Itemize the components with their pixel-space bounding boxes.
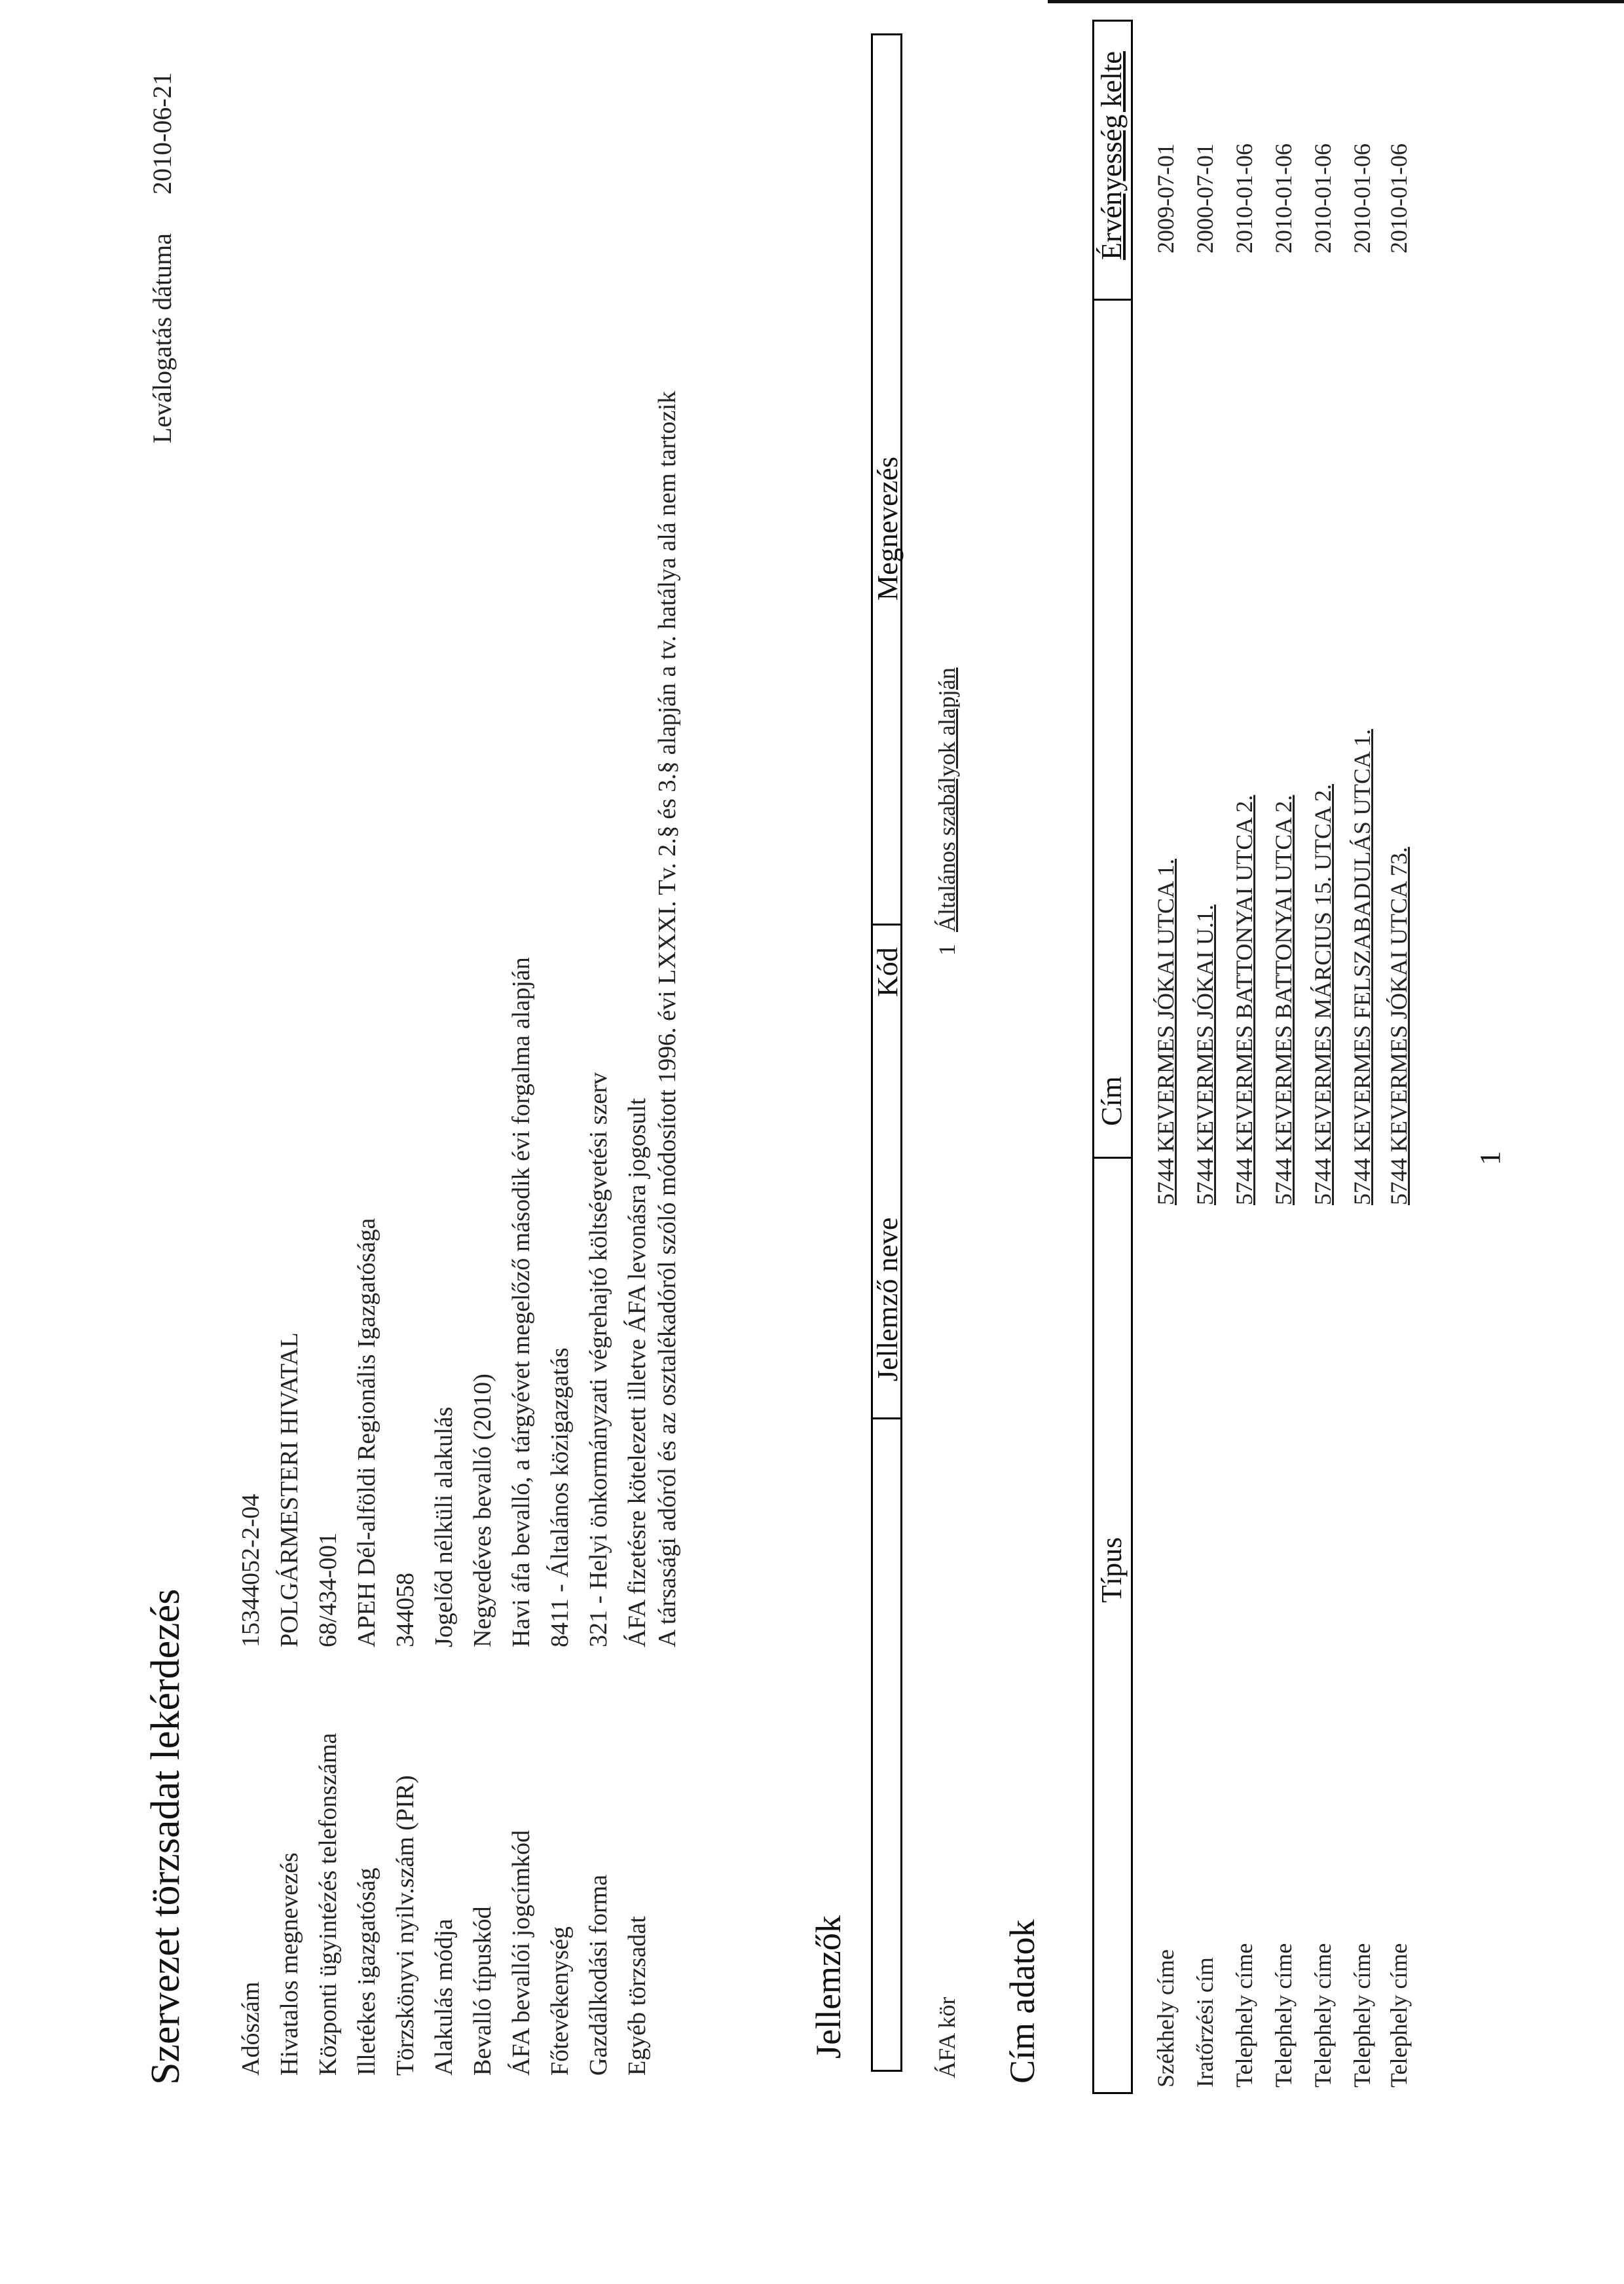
- address-type: Telephely címe: [1349, 1943, 1375, 2087]
- field-value: Negyedéves bevalló (2010): [469, 1374, 496, 1647]
- page-number: 1: [1474, 1151, 1506, 1165]
- address-text: 5744 KEVERMES FELSZABADULÁS UTCA 1.: [1349, 728, 1375, 1205]
- field-value: A társasági adóról és az osztalékadóról szóló módosított 1996. évi LXXXI. Tv. 2.§ és 3.§ alapján a tv. hatálya alá nem tartozik: [654, 390, 681, 1647]
- address-text: 5744 KEVERMES BATTONYAI UTCA 2.: [1231, 795, 1257, 1205]
- address-type: Telephely címe: [1231, 1943, 1257, 2087]
- field-value: 344058: [392, 1573, 419, 1647]
- field-value: POLGÁRMESTERI HIVATAL: [276, 1332, 303, 1647]
- address-date: 2009-07-01: [1153, 143, 1179, 253]
- jellemzo-desc: Általános szabályok alapján: [934, 667, 960, 932]
- address-type: Telephely címe: [1386, 1943, 1412, 2087]
- field-value: Havi áfa bevalló, a tárgyévet megelőző második évi forgalma alapján: [507, 957, 535, 1647]
- cim-header: Cím: [1096, 1076, 1128, 1126]
- field-value: 15344052-2-04: [237, 1493, 265, 1647]
- jellemzok-heading: Jellemzők: [809, 1915, 848, 2059]
- date-label: Leválogatás dátuma: [147, 233, 177, 443]
- address-date: 2010-01-06: [1270, 143, 1297, 253]
- column-divider: [871, 924, 902, 926]
- address-text: 5744 KEVERMES BATTONYAI UTCA 2.: [1270, 795, 1297, 1205]
- tipus-header: Típus: [1096, 1537, 1128, 1603]
- address-text: 5744 KEVERMES MÁRCIUS 15. UTCA 2.: [1310, 783, 1336, 1205]
- jellemzo-name-header: Jellemző neve: [872, 1217, 904, 1381]
- address-date: 2010-01-06: [1231, 143, 1257, 253]
- address-date: 2010-01-06: [1310, 143, 1336, 253]
- field-label: Hivatalos megnevezés: [276, 1852, 303, 2076]
- field-label: Bevalló típuskód: [469, 1906, 496, 2076]
- address-text: 5744 KEVERMES JÓKAI UTCA 73.: [1386, 846, 1412, 1205]
- page-title: Szervezet törzsadat lekérdezés: [143, 1588, 188, 2085]
- address-type: Telephely címe: [1310, 1943, 1336, 2087]
- field-value: ÁFA fizetésre kötelezett illetve ÁFA levonásra jogosult: [623, 1098, 651, 1647]
- field-label: Egyéb törzsadat: [623, 1916, 651, 2076]
- field-label: Alakulás módja: [430, 1919, 458, 2076]
- column-divider: [1092, 299, 1133, 301]
- field-label: Törzskönyvi nyilv.szám (PIR): [392, 1775, 419, 2076]
- address-date: 2010-01-06: [1386, 143, 1412, 253]
- field-value: 8411 - Általános közigazgatás: [546, 1347, 574, 1647]
- address-date: 2010-01-06: [1349, 143, 1375, 253]
- column-divider: [1092, 1157, 1133, 1159]
- field-label: Főtevékenység: [546, 1926, 574, 2076]
- cim-adatok-heading: Cím adatok: [1003, 1919, 1042, 2084]
- address-type: Iratőrzési cím: [1192, 1957, 1218, 2087]
- field-label: Központi ügyintézés telefonszáma: [314, 1732, 342, 2076]
- field-value: 321 - Helyi önkormányzati végrehajtó költségvetési szerv: [585, 1072, 612, 1647]
- field-label: ÁFA bevallói jogcímkód: [507, 1829, 535, 2076]
- field-value: 68/434-001: [314, 1532, 342, 1647]
- jellemzo-code: 1: [934, 944, 960, 956]
- address-type: Telephely címe: [1270, 1943, 1297, 2087]
- column-divider: [871, 1417, 902, 1419]
- field-label: Adószám: [237, 1981, 265, 2076]
- address-type: Székhely címe: [1153, 1949, 1179, 2087]
- kod-header: Kód: [872, 947, 904, 997]
- address-text: 5744 KEVERMES JÓKAI U.1.: [1192, 905, 1218, 1205]
- address-date: 2000-07-01: [1192, 143, 1218, 253]
- jellemzo-name: ÁFA kör: [934, 1996, 960, 2078]
- ervenyesseg-header: Érvényesség kelte: [1096, 51, 1128, 260]
- field-label: Gazdálkodási forma: [585, 1874, 612, 2076]
- field-value: Jogelőd nélküli alakulás: [430, 1406, 458, 1647]
- field-value: APEH Dél-alföldi Regionális Igazgatósága: [353, 1218, 380, 1647]
- field-label: Illetékes igazgatóság: [353, 1867, 380, 2076]
- cim-header-box: [1092, 20, 1133, 2094]
- megnevezes-header: Megnevezés: [872, 457, 904, 601]
- jellemzok-header-box: [871, 33, 902, 2072]
- date-value: 2010-06-21: [147, 72, 177, 195]
- address-text: 5744 KEVERMES JÓKAI UTCA 1.: [1153, 858, 1179, 1205]
- scan-edge-bar: [1048, 0, 1624, 3]
